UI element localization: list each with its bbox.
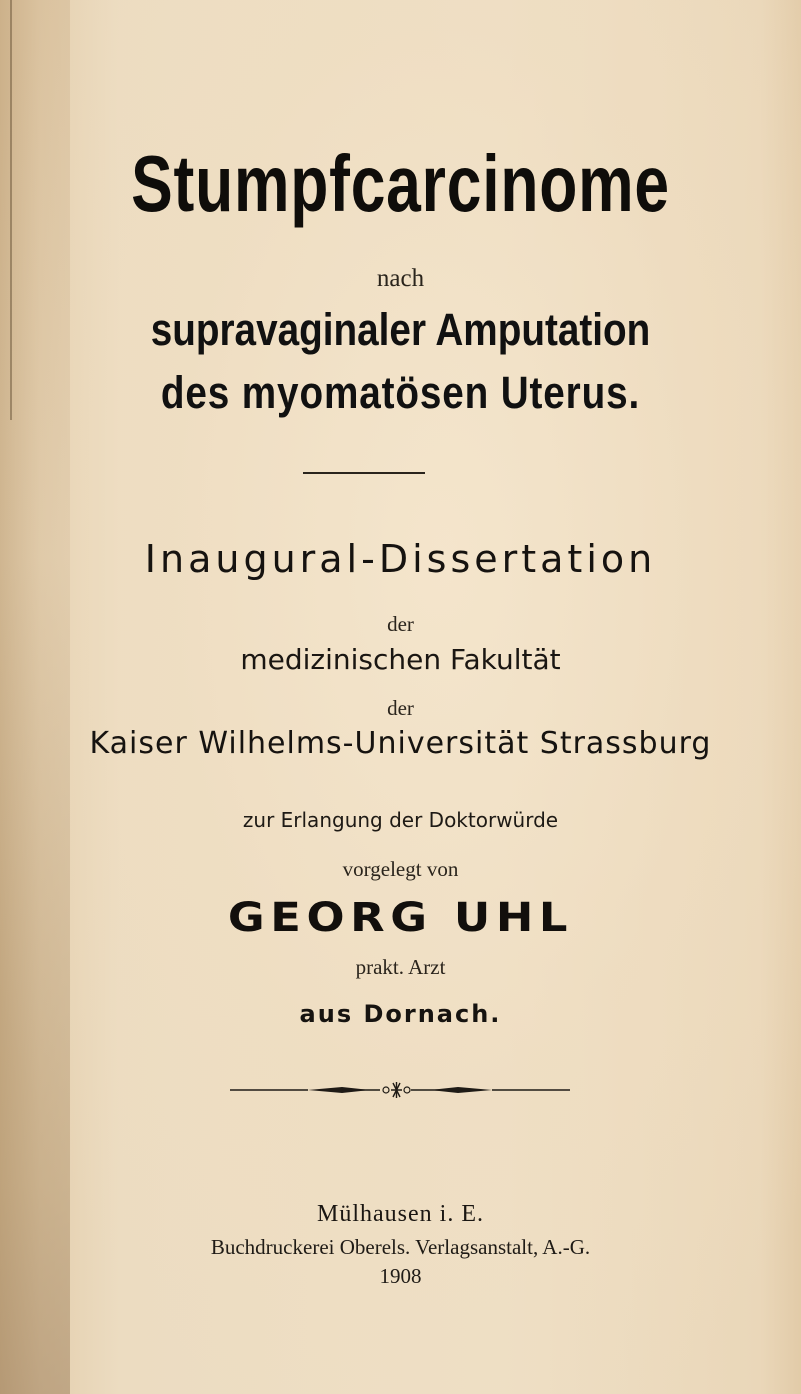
printer-name: Buchdruckerei Oberels. Verlagsanstalt, A.-G. [210, 1235, 591, 1259]
ornament-divider [230, 1078, 570, 1102]
subtitle-line-2: des myomatösen Uterus. [160, 367, 641, 418]
author-name: GEORG UHL [227, 895, 574, 941]
title-connector: nach [376, 265, 425, 292]
dissertation-heading: Inaugural-Dissertation [144, 537, 657, 581]
book-title: Stumpfcarcinome [131, 139, 670, 228]
subtitle-line-1: supravaginaler Amputation [150, 304, 651, 355]
connector-der-2: der [387, 696, 414, 720]
publication-place: Mülhausen i. E. [317, 1201, 484, 1227]
university-name: Kaiser Wilhelms-Universität Strassburg [89, 726, 712, 761]
author-origin: aus Dornach. [299, 1000, 502, 1028]
section-divider [303, 472, 425, 474]
submitted-by-label: vorgelegt von [342, 857, 459, 881]
binding-line [10, 0, 12, 420]
connector-der-1: der [387, 612, 414, 636]
faculty-name: medizinischen Fakultät [240, 643, 561, 676]
degree-purpose: zur Erlangung der Doktorwürde [242, 808, 559, 832]
author-title: prakt. Arzt [355, 955, 446, 979]
publication-year: 1908 [379, 1264, 422, 1288]
